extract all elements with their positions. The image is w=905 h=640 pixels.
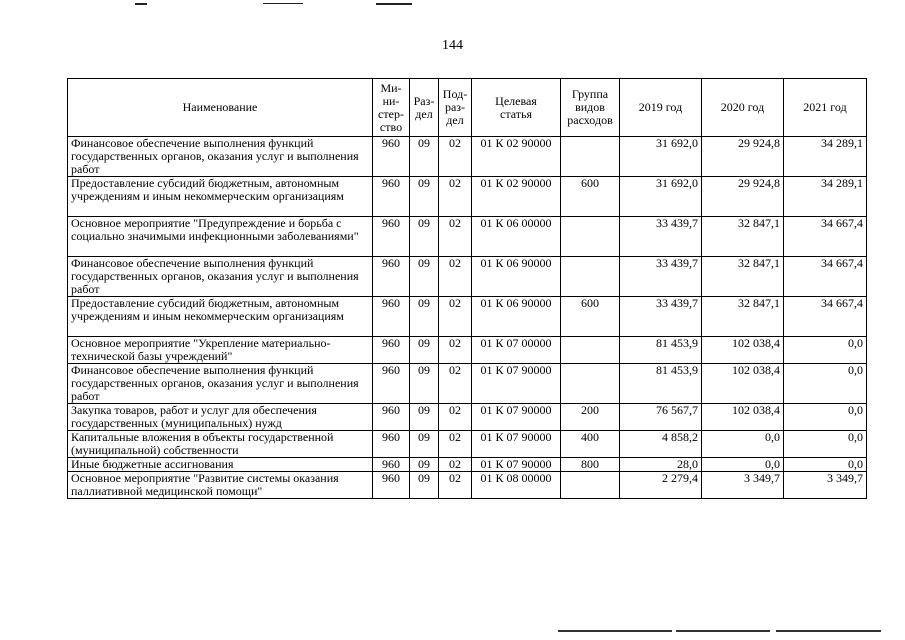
cell-section: 09 <box>410 297 439 337</box>
cell-y2020: 3 349,7 <box>702 472 784 499</box>
cell-ministry: 960 <box>373 431 410 458</box>
table-row <box>68 257 867 297</box>
cell-y2019: 28,0 <box>620 458 702 472</box>
table-row <box>68 458 867 472</box>
cell-target: 01 К 07 00000 <box>472 337 561 364</box>
cell-section: 09 <box>410 472 439 499</box>
cell-target: 01 К 02 90000 <box>472 137 561 177</box>
cell-section: 09 <box>410 337 439 364</box>
cell-y2020: 32 847,1 <box>702 257 784 297</box>
cell-section: 09 <box>410 364 439 404</box>
cell-y2021: 34 289,1 <box>784 177 867 217</box>
cell-section: 09 <box>410 217 439 257</box>
header-name: Наименование <box>68 79 373 137</box>
cell-y2021: 0,0 <box>784 458 867 472</box>
cell-y2020: 0,0 <box>702 458 784 472</box>
cell-y2020: 32 847,1 <box>702 297 784 337</box>
header-2019: 2019 год <box>620 79 702 137</box>
cell-y2019: 31 692,0 <box>620 177 702 217</box>
cell-target: 01 К 02 90000 <box>472 177 561 217</box>
cell-y2021: 34 667,4 <box>784 297 867 337</box>
cell-y2020: 102 038,4 <box>702 337 784 364</box>
cell-ministry: 960 <box>373 137 410 177</box>
cell-section: 09 <box>410 431 439 458</box>
cell-y2020: 102 038,4 <box>702 364 784 404</box>
cell-section: 09 <box>410 177 439 217</box>
cell-y2020: 102 038,4 <box>702 404 784 431</box>
cell-subsection: 02 <box>439 404 472 431</box>
cell-subsection: 02 <box>439 337 472 364</box>
cell-section: 09 <box>410 257 439 297</box>
cell-section: 09 <box>410 404 439 431</box>
cell-y2021: 34 667,4 <box>784 217 867 257</box>
cell-name: Основное мероприятие "Укрепление материально-технической базы учреждений" <box>68 337 373 364</box>
cell-y2021: 0,0 <box>784 364 867 404</box>
cell-group <box>561 472 620 499</box>
cell-group: 400 <box>561 431 620 458</box>
cell-target: 01 К 07 90000 <box>472 404 561 431</box>
cell-y2021: 3 349,7 <box>784 472 867 499</box>
cell-group <box>561 337 620 364</box>
scan-artifact-top-2 <box>263 3 303 4</box>
cell-subsection: 02 <box>439 137 472 177</box>
budget-table <box>67 78 867 499</box>
cell-target: 01 К 07 90000 <box>472 364 561 404</box>
cell-y2019: 4 858,2 <box>620 431 702 458</box>
table-row <box>68 364 867 404</box>
cell-name: Основное мероприятие "Развитие системы оказания паллиативной медицинской помощи" <box>68 472 373 499</box>
header-2020: 2020 год <box>702 79 784 137</box>
cell-group: 200 <box>561 404 620 431</box>
cell-y2020: 0,0 <box>702 431 784 458</box>
cell-target: 01 К 07 90000 <box>472 431 561 458</box>
cell-name: Капитальные вложения в объекты государственной (муниципальной) собственности <box>68 431 373 458</box>
cell-subsection: 02 <box>439 472 472 499</box>
table-row <box>68 404 867 431</box>
cell-subsection: 02 <box>439 458 472 472</box>
header-2021: 2021 год <box>784 79 867 137</box>
cell-subsection: 02 <box>439 217 472 257</box>
cell-target: 01 К 06 00000 <box>472 217 561 257</box>
cell-target: 01 К 06 90000 <box>472 257 561 297</box>
cell-y2021: 34 289,1 <box>784 137 867 177</box>
cell-name: Основное мероприятие "Предупреждение и борьба с социально значимыми инфекционными заболеваниями" <box>68 217 373 257</box>
cell-y2019: 33 439,7 <box>620 257 702 297</box>
cell-group <box>561 217 620 257</box>
cell-y2019: 33 439,7 <box>620 217 702 257</box>
cell-group: 800 <box>561 458 620 472</box>
cell-ministry: 960 <box>373 458 410 472</box>
cell-group: 600 <box>561 177 620 217</box>
header-expense-group: Группа видов расходов <box>561 79 620 137</box>
cell-name: Предоставление субсидий бюджетным, автономным учреждениям и иным некоммерческим организациям <box>68 297 373 337</box>
cell-y2021: 0,0 <box>784 431 867 458</box>
cell-y2021: 34 667,4 <box>784 257 867 297</box>
cell-target: 01 К 08 00000 <box>472 472 561 499</box>
cell-name: Финансовое обеспечение выполнения функций государственных органов, оказания услуг и выполнения работ <box>68 257 373 297</box>
cell-section: 09 <box>410 458 439 472</box>
cell-name: Финансовое обеспечение выполнения функций государственных органов, оказания услуг и выполнения работ <box>68 137 373 177</box>
table-row <box>68 472 867 499</box>
cell-group <box>561 257 620 297</box>
cell-subsection: 02 <box>439 177 472 217</box>
scan-artifact-top-3 <box>376 3 412 5</box>
cell-ministry: 960 <box>373 364 410 404</box>
cell-name: Закупка товаров, работ и услуг для обеспечения государственных (муниципальных) нужд <box>68 404 373 431</box>
cell-section: 09 <box>410 137 439 177</box>
cell-y2019: 81 453,9 <box>620 337 702 364</box>
cell-target: 01 К 06 90000 <box>472 297 561 337</box>
cell-subsection: 02 <box>439 364 472 404</box>
cell-group <box>561 137 620 177</box>
header-section: Раз- дел <box>410 79 439 137</box>
table-row <box>68 337 867 364</box>
table-row <box>68 297 867 337</box>
cell-name: Финансовое обеспечение выполнения функций государственных органов, оказания услуг и выполнения работ <box>68 364 373 404</box>
table-row <box>68 177 867 217</box>
cell-name: Иные бюджетные ассигнования <box>68 458 373 472</box>
cell-y2019: 2 279,4 <box>620 472 702 499</box>
cell-name: Предоставление субсидий бюджетным, автономным учреждениям и иным некоммерческим организациям <box>68 177 373 217</box>
cell-ministry: 960 <box>373 297 410 337</box>
table-row <box>68 137 867 177</box>
header-subsection: Под- раз- дел <box>439 79 472 137</box>
cell-y2019: 31 692,0 <box>620 137 702 177</box>
cell-subsection: 02 <box>439 257 472 297</box>
cell-y2019: 33 439,7 <box>620 297 702 337</box>
cell-ministry: 960 <box>373 404 410 431</box>
cell-subsection: 02 <box>439 297 472 337</box>
cell-target: 01 К 07 90000 <box>472 458 561 472</box>
cell-y2021: 0,0 <box>784 404 867 431</box>
table-header-row <box>68 79 867 137</box>
scan-artifact-bottom-2 <box>676 630 770 632</box>
cell-ministry: 960 <box>373 217 410 257</box>
header-target-item: Целевая статья <box>472 79 561 137</box>
cell-group: 600 <box>561 297 620 337</box>
cell-y2020: 32 847,1 <box>702 217 784 257</box>
cell-group <box>561 364 620 404</box>
scan-artifact-bottom-3 <box>776 630 881 632</box>
cell-y2021: 0,0 <box>784 337 867 364</box>
table-row <box>68 431 867 458</box>
scan-artifact-bottom-1 <box>558 630 672 632</box>
cell-ministry: 960 <box>373 472 410 499</box>
cell-y2019: 76 567,7 <box>620 404 702 431</box>
cell-y2019: 81 453,9 <box>620 364 702 404</box>
cell-y2020: 29 924,8 <box>702 177 784 217</box>
page-number: 144 <box>442 38 463 53</box>
table-row <box>68 217 867 257</box>
cell-y2020: 29 924,8 <box>702 137 784 177</box>
cell-ministry: 960 <box>373 257 410 297</box>
cell-ministry: 960 <box>373 177 410 217</box>
scan-artifact-top-1 <box>135 3 147 5</box>
cell-subsection: 02 <box>439 431 472 458</box>
header-ministry: Ми- ни- стер- ство <box>373 79 410 137</box>
cell-ministry: 960 <box>373 337 410 364</box>
